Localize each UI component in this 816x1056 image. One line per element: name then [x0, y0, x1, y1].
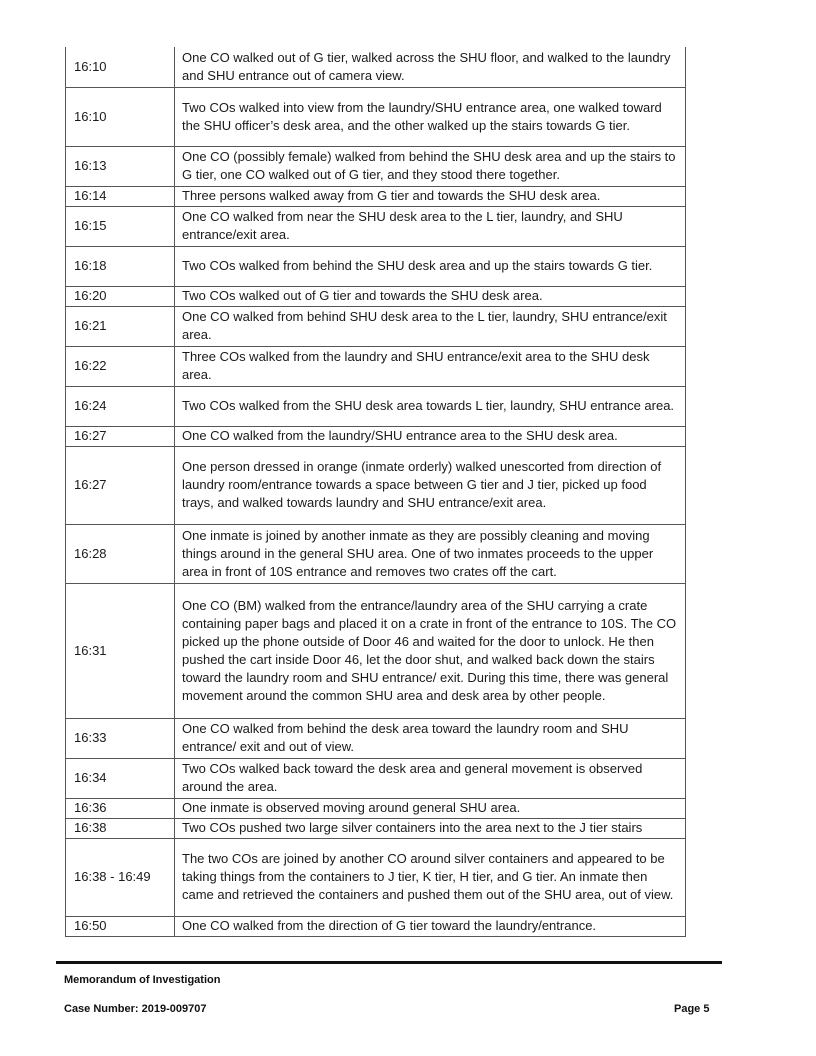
table-row [66, 426, 686, 446]
log-event-cell: The two COs are joined by another CO around silver containers and appeared to be taking things from the containers to J tier, K tier, H tier, and G tier. An inmate then came and retrieved the containers and pushed them out of the SHU area, out of view. [175, 838, 686, 916]
log-event-cell: Three COs walked from the laundry and SHU entrance/exit area to the SHU desk area. [175, 346, 686, 386]
log-time-cell: 16:38 - 16:49 [66, 838, 175, 916]
log-event-cell: One CO (possibly female) walked from behind the SHU desk area and up the stairs to G tier, one CO walked out of G tier, and they stood there together. [175, 146, 686, 186]
log-event-cell: One inmate is observed moving around general SHU area. [175, 798, 686, 818]
log-event-cell: One CO walked out of G tier, walked across the SHU floor, and walked to the laundry and SHU entrance out of camera view. [175, 47, 686, 87]
table-row [66, 386, 686, 426]
table-row [66, 916, 686, 936]
table-row [66, 186, 686, 206]
log-time-cell: 16:28 [66, 524, 175, 583]
table-row [66, 798, 686, 818]
log-time-cell: 16:24 [66, 386, 175, 426]
table-row [66, 818, 686, 838]
table-row [66, 206, 686, 246]
log-event-cell: One CO walked from the direction of G tier toward the laundry/entrance. [175, 916, 686, 936]
table-row [66, 146, 686, 186]
table-row [66, 306, 686, 346]
log-event-cell: One CO walked from behind SHU desk area to the L tier, laundry, SHU entrance/exit area. [175, 306, 686, 346]
table-row [66, 718, 686, 758]
log-event-cell: Two COs walked from the SHU desk area towards L tier, laundry, SHU entrance area. [175, 386, 686, 426]
log-event-cell: Three persons walked away from G tier and towards the SHU desk area. [175, 186, 686, 206]
log-event-cell: Two COs walked back toward the desk area and general movement is observed around the area. [175, 758, 686, 798]
log-time-cell: 16:21 [66, 306, 175, 346]
log-time-cell: 16:13 [66, 146, 175, 186]
log-time-cell: 16:15 [66, 206, 175, 246]
log-time-cell: 16:31 [66, 583, 175, 718]
page-number: Page 5 [674, 1003, 710, 1015]
log-time-cell: 16:20 [66, 286, 175, 306]
log-time-cell: 16:38 [66, 818, 175, 838]
log-event-cell: One inmate is joined by another inmate as they are possibly cleaning and moving things around in the general SHU area. One of two inmates proceeds to the upper area in front of 10S entrance and removes two crates off the cart. [175, 524, 686, 583]
log-table-body [66, 47, 686, 936]
log-time-cell: 16:34 [66, 758, 175, 798]
log-time-cell: 16:36 [66, 798, 175, 818]
log-event-cell: One person dressed in orange (inmate orderly) walked unescorted from direction of laundry room/entrance towards a space between G tier and J tier, picked up food trays, and walked towards laundry and SHU entrance/exit area. [175, 446, 686, 524]
log-time-cell: 16:18 [66, 246, 175, 286]
log-event-cell: One CO (BM) walked from the entrance/laundry area of the SHU carrying a crate containing paper bags and placed it on a crate in front of the entrance to 10S. The CO picked up the phone outside of Door 46 and waited for the door to unlock. He then pushed the cart inside Door 46, let the door shut, and walked back down the stairs toward the laundry room and SHU entrance/ exit. During this time, there was general movement around the common SHU area and desk area by other people. [175, 583, 686, 718]
table-row [66, 47, 686, 87]
log-time-cell: 16:27 [66, 426, 175, 446]
log-event-cell: Two COs walked into view from the laundry/SHU entrance area, one walked toward the SHU officer’s desk area, and the other walked up the stairs towards G tier. [175, 87, 686, 146]
surveillance-log-table [65, 47, 686, 937]
log-time-cell: 16:22 [66, 346, 175, 386]
memorandum-title: Memorandum of Investigation [64, 974, 221, 986]
log-time-cell: 16:50 [66, 916, 175, 936]
table-row [66, 446, 686, 524]
table-row [66, 583, 686, 718]
log-time-cell: 16:27 [66, 446, 175, 524]
log-event-cell: Two COs walked out of G tier and towards the SHU desk area. [175, 286, 686, 306]
case-number: Case Number: 2019-009707 [64, 1003, 207, 1015]
log-event-cell: Two COs pushed two large silver containers into the area next to the J tier stairs [175, 818, 686, 838]
table-row [66, 838, 686, 916]
table-row [66, 524, 686, 583]
table-row [66, 246, 686, 286]
log-time-cell: 16:14 [66, 186, 175, 206]
log-time-cell: 16:33 [66, 718, 175, 758]
footer-divider [56, 961, 722, 964]
table-row [66, 87, 686, 146]
log-event-cell: One CO walked from the laundry/SHU entrance area to the SHU desk area. [175, 426, 686, 446]
log-event-cell: Two COs walked from behind the SHU desk area and up the stairs towards G tier. [175, 246, 686, 286]
log-time-cell: 16:10 [66, 47, 175, 87]
table-row [66, 758, 686, 798]
table-row [66, 346, 686, 386]
log-time-cell: 16:10 [66, 87, 175, 146]
log-event-cell: One CO walked from near the SHU desk area to the L tier, laundry, and SHU entrance/exit area. [175, 206, 686, 246]
log-event-cell: One CO walked from behind the desk area toward the laundry room and SHU entrance/ exit and out of view. [175, 718, 686, 758]
table-row [66, 286, 686, 306]
